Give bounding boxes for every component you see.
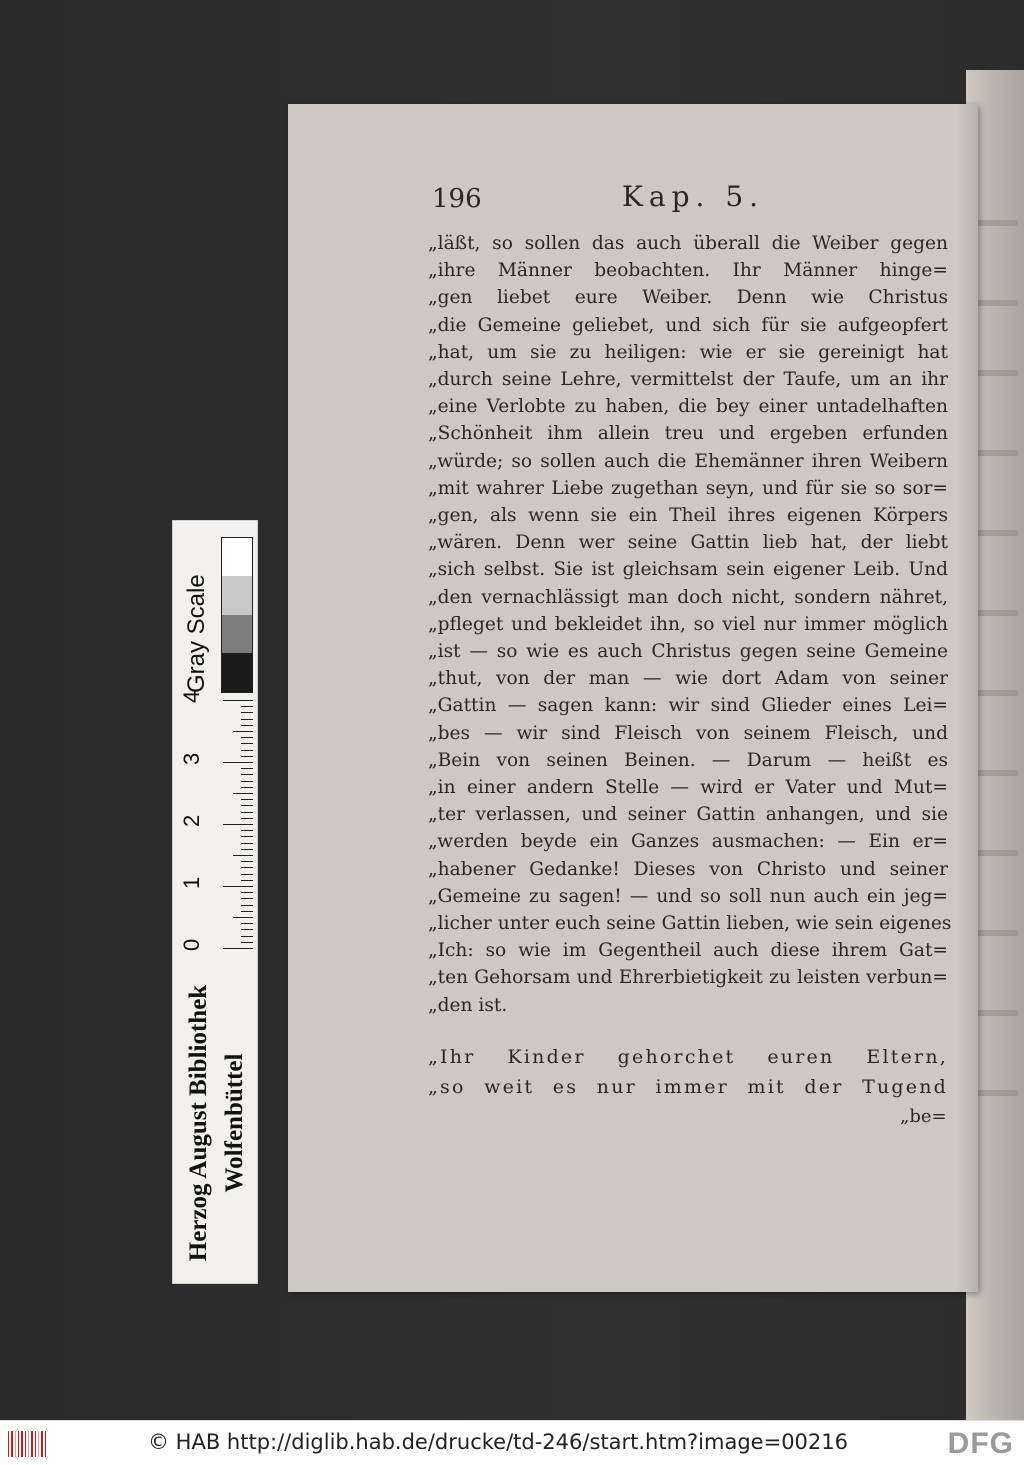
scale-tick [241, 861, 253, 862]
scale-tick [241, 812, 253, 813]
scale-tick [241, 898, 253, 899]
catchword: „be= [900, 1106, 947, 1127]
page-number: 196 [432, 184, 482, 214]
scale-tick [241, 892, 253, 893]
text-line: „eine Verlobte zu haben, die bey einer untadelhaften [428, 396, 948, 418]
scale-tick [241, 867, 253, 868]
scale-tick [241, 743, 253, 744]
text-line: „läßt, so sollen das auch überall die Weiber gegen [428, 233, 948, 254]
text-line: „thut, von der man — wie dort Adam von seiner [428, 668, 948, 690]
scale-tick [241, 799, 253, 800]
scale-tick [233, 731, 253, 732]
text-line: „ihre Männer beobachten. Ihr Männer hinge= [428, 260, 948, 282]
gray-scale-swatches [221, 537, 253, 693]
body-text [428, 230, 952, 1019]
gray-scale-label: Gray Scale [183, 574, 210, 693]
dfg-logo: DFG [947, 1427, 1014, 1460]
scale-tick [241, 923, 253, 924]
scale-number: 3 [179, 752, 204, 765]
institution-city: Wolfenbüttel [221, 1053, 248, 1193]
scale-tick [241, 750, 253, 751]
scale-tick [241, 787, 253, 788]
text-line: „ten Gehorsam und Ehrerbietigkeit zu leisten verbun= [428, 967, 948, 989]
scale-tick [241, 774, 253, 775]
scale-tick [241, 849, 253, 850]
text-line: „Schönheit ihm allein treu und ergeben erfunden [428, 423, 948, 445]
scale-tick [241, 936, 253, 937]
scale-tick [223, 886, 253, 887]
text-line: „durch seine Lehre, vermittelst der Taufe, um an ihr [428, 369, 948, 391]
scale-tick [241, 843, 253, 844]
text-line: „Ihr Kinder gehorchet euren Eltern, [428, 1046, 948, 1068]
text-line: „wären. Denn wer seine Gattin lieb hat, der liebt [428, 532, 948, 554]
text-line: „so weit es nur immer mit der Tugend [428, 1076, 948, 1098]
text-line: „Gattin — sagen kann: wir sind Glieder eines Lei= [428, 695, 948, 717]
gray-swatch [222, 538, 252, 577]
scale-tick [233, 917, 253, 918]
scale-tick [241, 942, 253, 943]
scale-tick [241, 706, 253, 707]
text-line: „gen liebet eure Weiber. Denn wie Christus [428, 287, 948, 309]
text-line: „werden beyde ein Ganzes ausmachen: — Ein er= [428, 831, 948, 853]
text-line: „mit wahrer Liebe zugethan seyn, und für sie so sor= [428, 477, 948, 499]
text-line: „Gemeine zu sagen! — und so soll nun auch ein jeg= [428, 885, 948, 907]
institution-name: Herzog August Bibliothek [185, 984, 212, 1262]
text-line: „ist — so wie es auch Christus gegen seine Gemeine [428, 641, 948, 663]
scale-tick [233, 855, 253, 856]
scale-tick [241, 830, 253, 831]
text-line: „hat, um sie zu heiligen: wie er sie gereinigt hat [428, 341, 948, 363]
barcode-icon [8, 1431, 46, 1457]
scale-number: 1 [179, 876, 204, 889]
scale-number: 4 [179, 690, 204, 703]
scale-tick [233, 793, 253, 794]
scale-tick [241, 781, 253, 782]
chapter-heading: Kap. 5. [622, 180, 765, 213]
scale-tick [241, 737, 253, 738]
scale-tick [241, 756, 253, 757]
scale-tick [241, 725, 253, 726]
text-line: „würde; so sollen auch die Ehemänner ihren Weibern [428, 450, 948, 472]
gray-swatch [222, 577, 252, 616]
scale-tick [241, 836, 253, 837]
text-line: „sich selbst. Sie ist gleichsam sein eigener Leib. Und [428, 559, 948, 581]
scale-tick [241, 905, 253, 906]
scale-ticks [221, 695, 253, 955]
scale-tick [241, 818, 253, 819]
text-line: „den vernachlässigt man doch nicht, sondern nähret, [428, 586, 948, 608]
text-line: „in einer andern Stelle — wird er Vater und Mut= [428, 777, 948, 799]
scale-tick [241, 719, 253, 720]
text-line: „pfleget und bekleidet ihn, so viel nur immer möglich [428, 613, 948, 635]
scale-tick [223, 948, 253, 949]
text-line: „bes — wir sind Fleisch von seinem Fleisch, und [428, 722, 948, 744]
scale-tick [241, 880, 253, 881]
scale-number: 0 [179, 938, 204, 951]
paragraph-two [428, 1042, 948, 1102]
scale-tick [241, 805, 253, 806]
calibration-ruler [172, 520, 258, 1284]
scale-tick [241, 874, 253, 875]
institution-label [181, 973, 253, 1273]
text-line: „gen, als wenn sie ein Theil ihres eigenen Körpers [428, 505, 948, 527]
text-line: „ter verlassen, und seiner Gattin anhangen, und sie [428, 804, 948, 826]
running-header [432, 178, 952, 218]
scale-numbers [179, 690, 219, 955]
scale-tick [223, 762, 253, 763]
text-line: „Bein von seinen Beinen. — Darum — heißt es [428, 749, 948, 771]
text-line: „Ich: so wie im Gegentheil auch diese ihrem Gat= [428, 940, 948, 962]
gray-swatch [222, 654, 252, 693]
text-line: „licher unter euch seine Gattin lieben, wie sein eigenes [428, 913, 952, 935]
scale-tick [241, 911, 253, 912]
text-line: „den ist. [428, 994, 508, 1016]
scale-number: 2 [179, 814, 204, 827]
footer-bar [0, 1420, 1024, 1465]
scale-tick [241, 768, 253, 769]
scale-tick [223, 824, 253, 825]
text-line: „habener Gedanke! Dieses von Christo und seiner [428, 858, 948, 880]
copyright-link[interactable]: © HAB http://diglib.hab.de/drucke/td-246/start.htm?image=00216 [148, 1430, 848, 1454]
text-line: „die Gemeine geliebet, und sich für sie aufgeopfert [428, 314, 948, 336]
scale-tick [241, 712, 253, 713]
scale-tick [223, 700, 253, 701]
gray-swatch [222, 615, 252, 654]
scale-tick [241, 929, 253, 930]
